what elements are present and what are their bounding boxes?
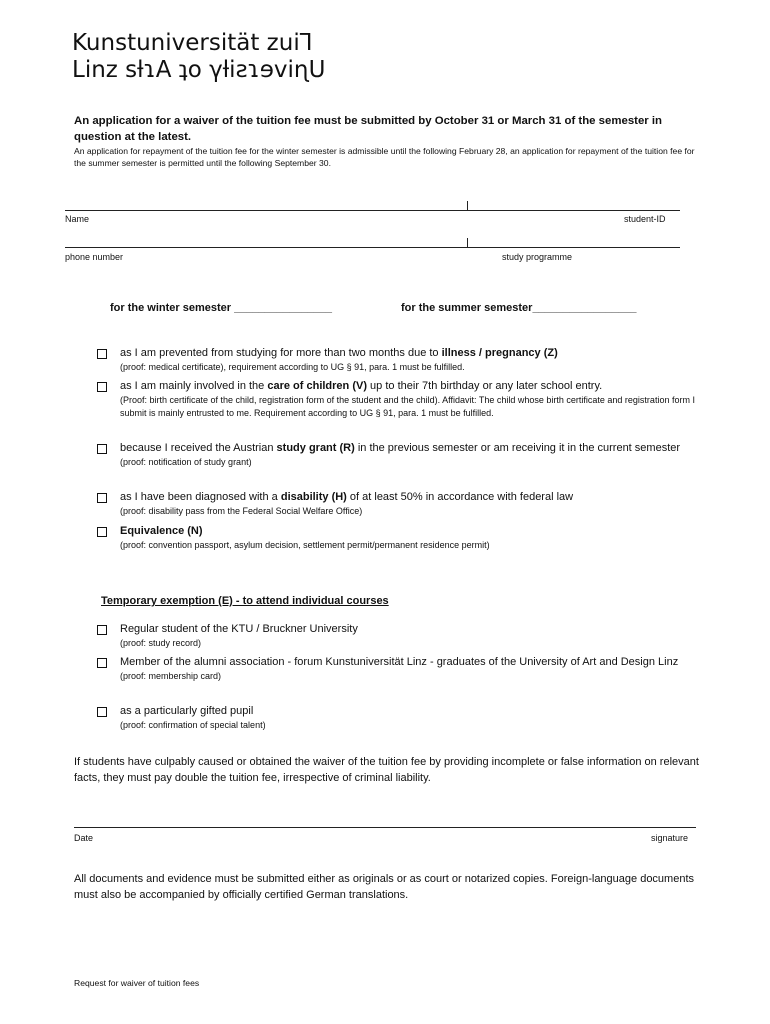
- alumni-checkbox[interactable]: [97, 658, 107, 668]
- logo-line-1: Kunstuniversität zuiꓶ: [72, 30, 313, 56]
- regular-student-checkbox[interactable]: [97, 625, 107, 635]
- winter-semester-field[interactable]: for the winter semester ________________: [110, 302, 332, 314]
- programme-label: study programme: [502, 252, 573, 262]
- option-regular-student: Regular student of the KTU / Bruckner University (proof: study record): [120, 623, 358, 648]
- signature-line[interactable]: [74, 827, 696, 828]
- field-divider: [467, 201, 468, 210]
- temporary-exemption-heading: Temporary exemption (E) - to attend individual courses: [101, 595, 389, 607]
- documents-notice: All documents and evidence must be submitted either as originals or as court or notarized copies. Foreign-language documents must also be accompanied by officially certified German translations.: [74, 873, 695, 901]
- option-childcare: as I am mainly involved in the care of children (V) up to their 7th birthday or any later school entry. (Proof: birth certificate of the child, registration form of the student and the child). Affidavit: The child whose birth certificate and registration form I submit is mainly entrusted to me. Requirement according to UG § 91, para. 1 must be fulfilled.: [120, 380, 695, 418]
- repayment-notice: An application for repayment of the tuition fee for the winter semester is admissible until the following February 28, an application for repayment of the tuition fee for the summer semester is permitted until the following September 30.: [74, 146, 695, 168]
- summer-semester-field[interactable]: for the summer semester_________________: [401, 302, 637, 314]
- university-logo: [72, 30, 326, 84]
- field-divider: [467, 238, 468, 247]
- phone-line[interactable]: [65, 247, 680, 248]
- liability-notice: If students have culpably caused or obtained the waiver of the tuition fee by providing incomplete or false information on relevant facts, they must pay double the tuition fee, irrespective of criminal liability.: [74, 756, 699, 784]
- disability-checkbox[interactable]: [97, 493, 107, 503]
- footer-text: Request for waiver of tuition fees: [74, 978, 200, 988]
- signature-label: signature: [651, 833, 689, 843]
- student-id-label: student-ID: [624, 214, 666, 224]
- option-disability: as I have been diagnosed with a disability (H) of at least 50% in accordance with federal law (proof: disability pass from the Federal Social Welfare Office): [120, 491, 574, 516]
- childcare-checkbox[interactable]: [97, 382, 107, 392]
- option-illness: as I am prevented from studying for more than two months due to illness / pregnancy (Z) (proof: medical certificate), requirement according to UG § 91, para. 1 must be fulfilled.: [120, 347, 558, 372]
- logo-line-2: Linz sƚɿA ʇo γƚiƨɿɘviɳU: [72, 57, 326, 83]
- option-study-grant: because I received the Austrian study grant (R) in the previous semester or am receiving it in the current semester (proof: notification of study grant): [120, 442, 681, 467]
- deadline-notice: An application for a waiver of the tuition fee must be submitted by October 31 or March 31 of the semester in question at the latest.: [74, 115, 662, 143]
- option-equivalence: Equivalence (N) (proof: convention passport, asylum decision, settlement permit/permanent residence permit): [120, 525, 490, 550]
- date-label: Date: [74, 833, 94, 843]
- gifted-pupil-checkbox[interactable]: [97, 707, 107, 717]
- name-label: Name: [65, 214, 90, 224]
- study-grant-checkbox[interactable]: [97, 444, 107, 454]
- name-line[interactable]: [65, 210, 680, 211]
- equivalence-checkbox[interactable]: [97, 527, 107, 537]
- illness-checkbox[interactable]: [97, 349, 107, 359]
- phone-label: phone number: [65, 252, 124, 262]
- option-alumni: Member of the alumni association - forum Kunstuniversität Linz - graduates of the University of Art and Design Linz (proof: membership card): [120, 656, 679, 681]
- option-gifted-pupil: as a particularly gifted pupil (proof: confirmation of special talent): [120, 705, 266, 730]
